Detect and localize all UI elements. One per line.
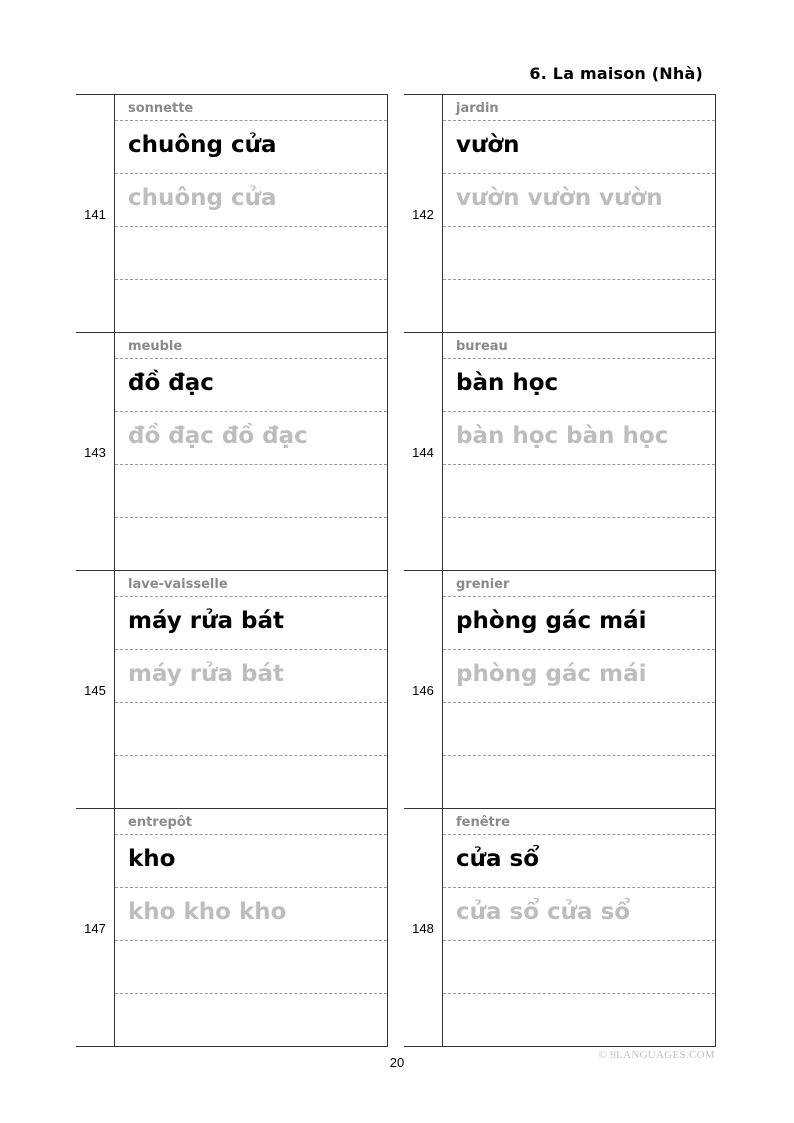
vocab-card-146 [404,570,716,808]
vietnamese-word: phòng gác mái [456,608,647,634]
french-word: lave-vaisselle [128,577,228,592]
vietnamese-word: cửa sổ [456,846,540,872]
tracing-text: kho kho kho [128,899,287,925]
french-word: bureau [456,339,508,354]
left-column [76,94,388,1047]
writing-line[interactable] [115,518,387,571]
writing-line[interactable] [443,280,715,333]
tracing-text: vườn vườn vườn [456,185,663,211]
card-number: 142 [412,207,434,222]
card-number: 143 [84,445,106,460]
vietnamese-word: máy rửa bát [128,608,285,634]
writing-line[interactable] [443,465,715,518]
french-word: jardin [456,101,499,116]
french-word: sonnette [128,101,194,116]
vietnamese-word: vườn [456,132,520,158]
vietnamese-word: đồ đạc [128,370,214,396]
page-number: 20 [389,1055,405,1070]
card-number: 148 [412,921,434,936]
tracing-text: phòng gác mái [456,661,647,687]
writing-line[interactable] [443,518,715,571]
vietnamese-word: kho [128,846,176,872]
tracing-text: cửa sổ cửa sổ [456,899,631,925]
tracing-text: bàn học bàn học [456,423,669,449]
tracing-text: máy rửa bát [128,661,285,687]
writing-line[interactable] [115,280,387,333]
vietnamese-word: bàn học [456,370,559,396]
copyright-notice: © 9LANGUAGES.COM [598,1049,715,1061]
card-number: 144 [412,445,434,460]
french-word: fenêtre [456,815,510,830]
writing-line[interactable] [443,703,715,756]
french-word: grenier [456,577,510,592]
vocab-card-144 [404,332,716,570]
vocab-card-147 [76,808,388,1047]
writing-line[interactable] [443,227,715,280]
writing-line[interactable] [115,465,387,518]
vocab-card-143 [76,332,388,570]
tracing-text: đồ đạc đồ đạc [128,423,308,449]
writing-line[interactable] [443,941,715,994]
writing-line[interactable] [115,703,387,756]
vocab-card-141 [76,94,388,332]
writing-line[interactable] [115,941,387,994]
card-number: 147 [84,921,106,936]
vietnamese-word: chuông cửa [128,132,277,158]
vocab-card-142 [404,94,716,332]
french-word: meuble [128,339,183,354]
vocab-card-145 [76,570,388,808]
writing-line[interactable] [115,227,387,280]
writing-line[interactable] [115,994,387,1047]
card-number: 146 [412,683,434,698]
page-title: 6. La maison (Nhà) [529,64,703,83]
writing-line[interactable] [443,994,715,1047]
right-column [404,94,716,1047]
vocab-card-148 [404,808,716,1047]
french-word: entrepôt [128,815,192,830]
card-number: 141 [84,207,106,222]
tracing-text: chuông cửa [128,185,277,211]
writing-line[interactable] [115,756,387,809]
writing-line[interactable] [443,756,715,809]
card-number: 145 [84,683,106,698]
